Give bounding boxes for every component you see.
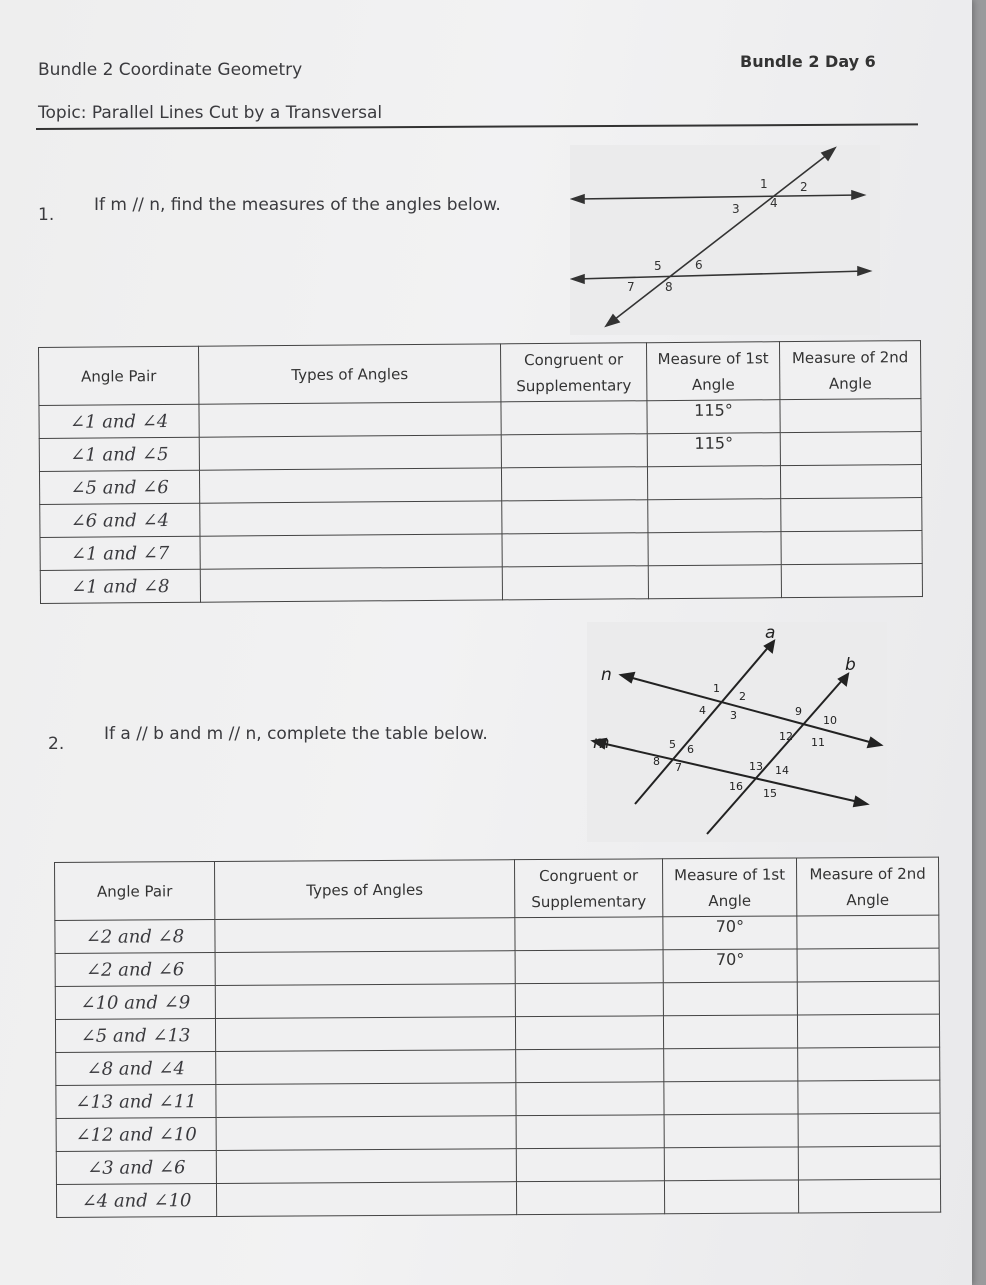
table-row [56,1080,940,1118]
measure-1-cell[interactable] [664,1114,798,1148]
congruent-cell[interactable] [515,950,663,984]
measure-1-cell[interactable] [664,1048,798,1082]
angle-pair-cell: ∠1 and ∠5 [39,437,199,471]
types-cell[interactable] [200,567,502,602]
q1-number: 1. [38,205,55,225]
types-cell[interactable] [215,984,515,1019]
angle-label: 6 [687,743,694,756]
col-types: Types of Angles [215,860,515,920]
types-cell[interactable] [199,435,501,470]
congruent-cell[interactable] [516,1082,664,1116]
q1-diagram [570,145,880,335]
table-row [55,981,939,1019]
congruent-cell[interactable] [515,1016,663,1050]
col-measure-1: Measure of 1st Angle [662,858,796,917]
measure-2-cell[interactable] [797,948,939,982]
topic-title: Topic: Parallel Lines Cut by a Transversal [38,103,383,123]
congruent-cell[interactable] [501,467,647,501]
table-row [56,1179,940,1217]
table-row [56,1047,940,1085]
col-congruent: Congruent or Supplementary [500,343,646,402]
measure-2-cell[interactable] [780,399,921,433]
angle-label: 8 [665,280,673,294]
q2-table [54,857,941,1218]
types-cell[interactable] [216,1050,516,1085]
topic-underline [36,123,918,130]
measure-2-cell[interactable] [798,1179,940,1213]
measure-2-cell[interactable] [781,498,922,532]
measure-1-cell[interactable]: 70° [663,949,797,983]
table-row [55,948,939,986]
table-row [55,915,939,953]
congruent-cell[interactable] [501,434,647,468]
angle-label: 8 [653,755,660,768]
congruent-cell[interactable] [516,1148,664,1182]
table-row [40,564,922,604]
q2-number: 2. [48,734,65,754]
table-row [56,1146,940,1184]
measure-2-cell[interactable] [798,1047,940,1081]
col-types: Types of Angles [198,344,500,404]
q1-table [38,340,923,604]
col-measure-2: Measure of 2nd Angle [779,341,920,400]
angle-label: 10 [823,714,837,727]
course-title: Bundle 2 Coordinate Geometry [38,60,303,80]
congruent-cell[interactable] [502,566,648,600]
angle-label: 1 [760,177,768,191]
q2-diagram [587,622,887,842]
measure-2-cell[interactable] [780,432,921,466]
angle-label: 4 [770,196,778,210]
line-label-n: n [601,665,612,685]
angle-label: 2 [739,690,746,703]
angle-pair-cell: ∠1 and ∠8 [40,569,200,603]
q2-prompt: If a // b and m // n, complete the table below. [104,724,488,744]
table-row [55,1014,939,1052]
congruent-cell[interactable] [515,983,663,1017]
types-cell[interactable] [215,918,515,953]
angle-label: 16 [729,780,743,793]
measure-1-cell[interactable] [664,1081,798,1115]
types-cell[interactable] [215,1017,515,1052]
types-cell[interactable] [199,402,501,437]
measure-1-cell[interactable]: 115° [647,433,780,467]
line-label-b: b [845,655,856,675]
types-cell[interactable] [216,1182,516,1217]
measure-1-cell[interactable] [664,1147,798,1181]
angle-pair-cell: ∠5 and ∠6 [39,470,199,504]
angle-pair-cell: ∠5 and ∠13 [55,1019,215,1053]
measure-2-cell[interactable] [798,1080,940,1114]
measure-1-cell[interactable]: 70° [663,916,797,950]
line-label-a: a [765,623,776,643]
angle-pair-cell: ∠10 and ∠9 [55,986,215,1020]
congruent-cell[interactable] [516,1049,664,1083]
measure-1-cell[interactable] [664,1180,798,1214]
measure-2-cell[interactable] [781,531,922,565]
col-measure-2: Measure of 2nd Angle [796,857,938,916]
angle-label: 5 [669,738,676,751]
col-angle-pair: Angle Pair [39,346,199,405]
angle-pair-cell: ∠12 and ∠10 [56,1118,216,1152]
angle-label: 1 [713,682,720,695]
angle-label: 7 [675,761,682,774]
types-cell[interactable] [216,1116,516,1151]
line-label-m: m [593,733,610,753]
angle-label: 13 [749,760,763,773]
measure-2-cell[interactable] [797,981,939,1015]
q1-prompt: If m // n, find the measures of the angles below. [94,195,501,215]
angle-pair-cell: ∠1 and ∠4 [39,404,199,438]
angle-label: 14 [775,764,789,777]
measure-1-cell[interactable] [663,982,797,1016]
measure-2-cell[interactable] [780,465,921,499]
col-congruent: Congruent or Supplementary [514,859,662,918]
congruent-cell[interactable] [502,500,648,534]
angle-pair-cell: ∠1 and ∠7 [40,536,200,570]
angle-label: 15 [763,787,777,800]
angle-label: 12 [779,730,793,743]
angle-pair-cell: ∠4 and ∠10 [56,1184,216,1218]
angle-label: 3 [730,709,737,722]
congruent-cell[interactable] [502,533,648,567]
types-cell[interactable] [200,501,502,536]
types-cell[interactable] [215,951,515,986]
measure-1-cell[interactable] [648,499,781,533]
col-measure-1: Measure of 1st Angle [646,342,779,401]
measure-2-cell[interactable] [797,1014,939,1048]
measure-2-cell[interactable] [781,564,922,598]
angle-label: 4 [699,704,706,717]
angle-pair-cell: ∠3 and ∠6 [56,1151,216,1185]
types-cell[interactable] [199,468,501,503]
col-angle-pair: Angle Pair [55,862,215,921]
angle-pair-cell: ∠2 and ∠6 [55,953,215,987]
congruent-cell[interactable] [515,917,663,951]
angle-pair-cell: ∠8 and ∠4 [56,1052,216,1086]
angle-label: 3 [732,202,740,216]
angle-pair-cell: ∠6 and ∠4 [40,503,200,537]
table-header-row [55,857,939,920]
angle-pair-cell: ∠2 and ∠8 [55,920,215,954]
day-label: Bundle 2 Day 6 [740,52,876,71]
measure-1-cell[interactable] [663,1015,797,1049]
types-cell[interactable] [216,1149,516,1184]
measure-2-cell[interactable] [798,1146,940,1180]
measure-1-cell[interactable]: 115° [647,400,780,434]
angle-label: 9 [795,705,802,718]
measure-2-cell[interactable] [798,1113,940,1147]
angle-label: 7 [627,280,635,294]
angle-label: 11 [811,736,825,749]
types-cell[interactable] [200,534,502,569]
congruent-cell[interactable] [501,401,647,435]
congruent-cell[interactable] [516,1115,664,1149]
table-header-row [39,341,921,406]
angle-label: 2 [800,180,808,194]
types-cell[interactable] [216,1083,516,1118]
angle-label: 6 [695,258,703,272]
measure-1-cell[interactable] [648,565,781,599]
measure-2-cell[interactable] [797,915,939,949]
angle-pair-cell: ∠13 and ∠11 [56,1085,216,1119]
angle-label: 5 [654,259,662,273]
measure-1-cell[interactable] [647,466,780,500]
table-row [56,1113,940,1151]
measure-1-cell[interactable] [648,532,781,566]
congruent-cell[interactable] [516,1181,664,1215]
